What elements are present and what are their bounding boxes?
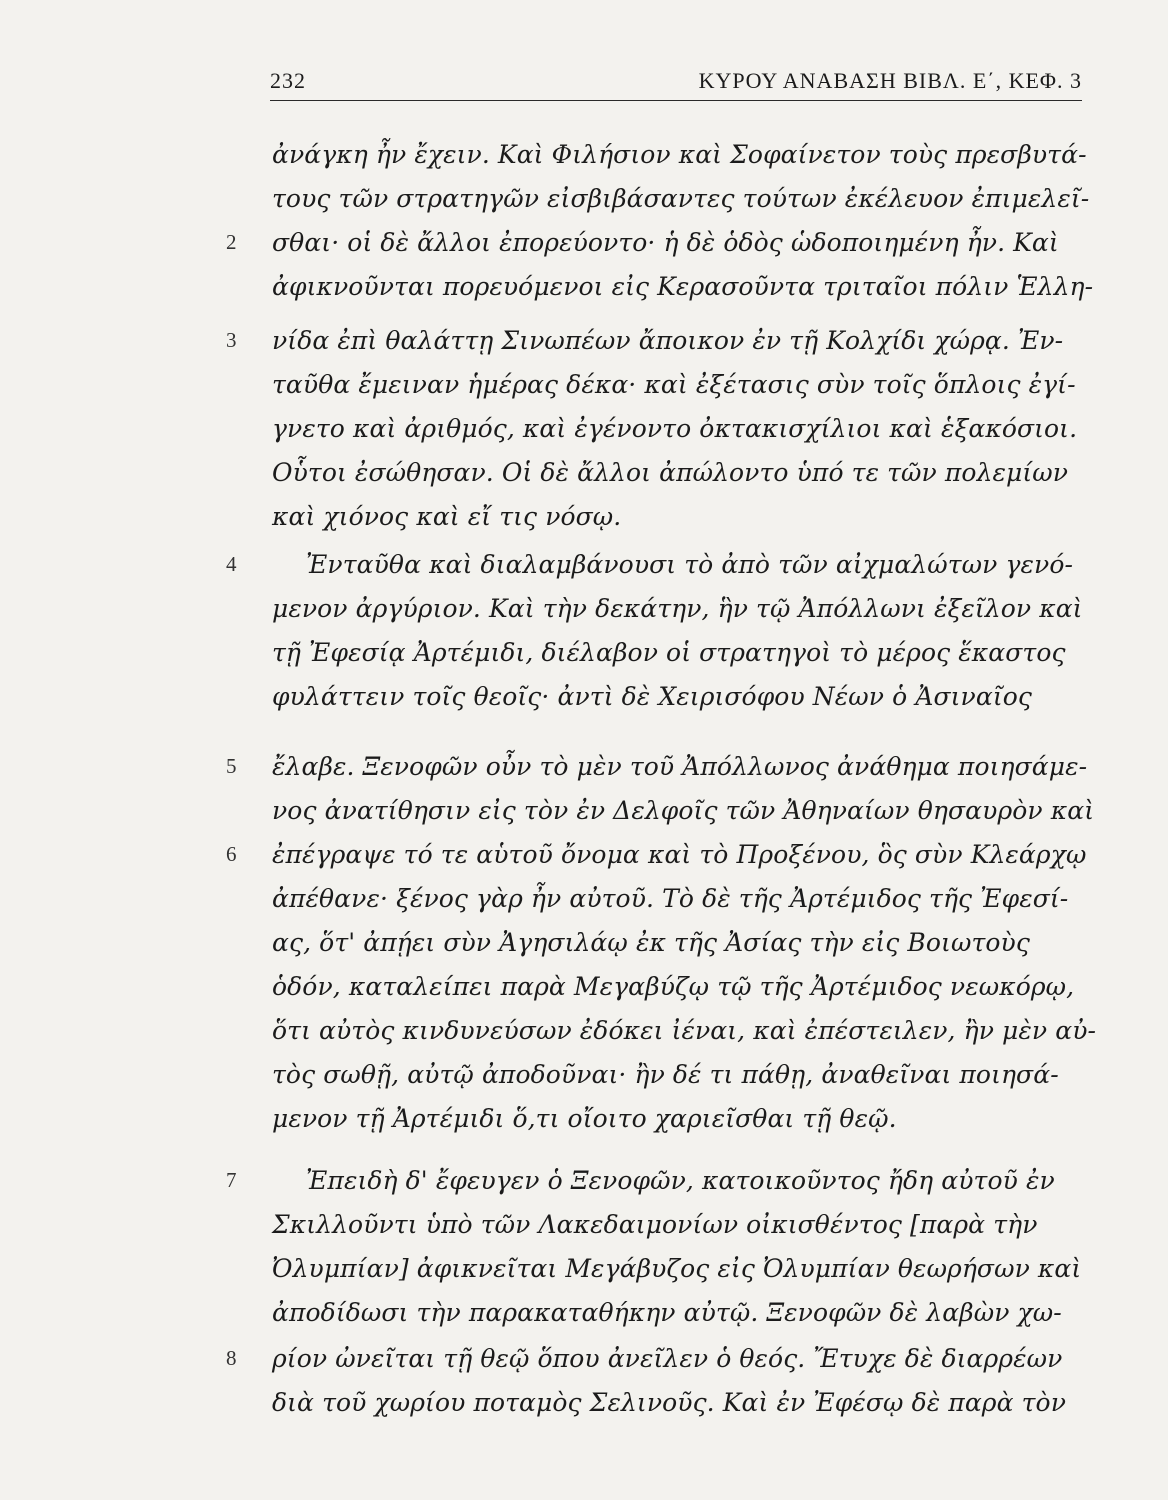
section-number: 2 — [226, 230, 237, 254]
section-number: 8 — [226, 1346, 237, 1370]
text-line: Οὗτοι ἐσώθησαν. Οἱ δὲ ἄλλοι ἀπώλοντο ὑπό τε τῶν πολεμίων — [272, 458, 1069, 487]
text-line: ταῦθα ἔμειναν ἡμέρας δέκα· καὶ ἐξέτασις σὺν τοῖς ὅπλοις ἐγί- — [272, 370, 1076, 399]
text-line: ἀνάγκη ἦν ἔχειν. Καὶ Φιλήσιον καὶ Σοφαίνετον τοὺς πρεσβυτά- — [272, 140, 1087, 169]
text-line: ὁδόν, καταλείπει παρὰ Μεγαβύζῳ τῷ τῆς Ἀρτέμιδος νεωκόρῳ, — [272, 972, 1075, 1001]
text-line: τὸς σωθῇ, αὐτῷ ἀποδοῦναι· ἢν δέ τι πάθῃ, ἀναθεῖναι ποιησά- — [272, 1060, 1059, 1089]
text-line: Ἐπειδὴ δ' ἔφευγεν ὁ Ξενοφῶν, κατοικοῦντος ἤδη αὐτοῦ ἐν — [306, 1166, 1055, 1195]
text-line: Ἐνταῦθα καὶ διαλαμβάνουσι τὸ ἀπὸ τῶν αἰχμαλώτων γενό- — [306, 550, 1074, 579]
text-line: ας, ὅτ' ἀπῄει σὺν Ἀγησιλάῳ ἐκ τῆς Ἀσίας τὴν εἰς Βοιωτοὺς — [272, 928, 1030, 957]
text-line: σθαι· οἱ δὲ ἄλλοι ἐπορεύοντο· ἡ δὲ ὁδὸς ὡδοποιημένη ἦν. Καὶ — [272, 228, 1059, 257]
section-number: 6 — [226, 842, 237, 866]
text-line: ἔλαβε. Ξενοφῶν οὖν τὸ μὲν τοῦ Ἀπόλλωνος ἀνάθημα ποιησάμε- — [272, 752, 1088, 781]
text-line: ἀφικνοῦνται πορευόμενοι εἰς Κερασοῦντα τριταῖοι πόλιν Ἑλλη- — [272, 272, 1094, 301]
text-line: ὅτι αὐτὸς κινδυνεύσων ἐδόκει ἰέναι, καὶ ἐπέστειλεν, ἢν μὲν αὐ- — [272, 1016, 1097, 1045]
section-number: 4 — [226, 552, 237, 576]
text-line: ἐπέγραψε τό τε αὑτοῦ ὄνομα καὶ τὸ Προξένου, ὃς σὺν Κλεάρχῳ — [272, 840, 1087, 869]
section-number: 3 — [226, 328, 237, 352]
text-line: γνετο καὶ ἀριθμός, καὶ ἐγένοντο ὀκτακισχίλιοι καὶ ἑξακόσιοι. — [272, 414, 1078, 443]
text-line: τους τῶν στρατηγῶν εἰσβιβάσαντες τούτων ἐκέλευον ἐπιμελεῖ- — [272, 184, 1090, 213]
text-line: ρίον ὠνεῖται τῇ θεῷ ὅπου ἀνεῖλεν ὁ θεός. Ἔτυχε δὲ διαρρέων — [272, 1344, 1063, 1373]
section-number: 5 — [226, 754, 237, 778]
text-line: μενον τῇ Ἀρτέμιδι ὅ,τι οἴοιτο χαριεῖσθαι τῇ θεῷ. — [272, 1104, 897, 1133]
text-line: ἀπέθανε· ξένος γὰρ ἦν αὐτοῦ. Τὸ δὲ τῆς Ἀρτέμιδος τῆς Ἐφεσί- — [272, 884, 1069, 913]
page-number: 232 — [270, 68, 306, 93]
page-header — [270, 68, 1082, 108]
section-number: 7 — [226, 1168, 237, 1192]
text-line: τῇ Ἐφεσίᾳ Ἀρτέμιδι, διέλαβον οἱ στρατηγοὶ τὸ μέρος ἕκαστος — [272, 638, 1066, 667]
text-line: φυλάττειν τοῖς θεοῖς· ἀντὶ δὲ Χειρισόφου Νέων ὁ Ἀσιναῖος — [272, 682, 1032, 711]
text-line: Ὀλυμπίαν] ἀφικνεῖται Μεγάβυζος εἰς Ὀλυμπίαν θεωρήσων καὶ — [272, 1254, 1082, 1283]
text-line: νίδα ἐπὶ θαλάττῃ Σινωπέων ἄποικον ἐν τῇ Κολχίδι χώρᾳ. Ἐν- — [272, 326, 1064, 355]
text-line: ἀποδίδωσι τὴν παρακαταθήκην αὐτῷ. Ξενοφῶν δὲ λαβὼν χω- — [272, 1298, 1062, 1327]
text-line: διὰ τοῦ χωρίου ποταμὸς Σελινοῦς. Καὶ ἐν Ἐφέσῳ δὲ παρὰ τὸν — [272, 1388, 1067, 1417]
header-rule — [270, 100, 1082, 101]
running-title: ΚΥΡΟΥ ΑΝΑΒΑΣΗ ΒΙΒΛ. Ε΄, ΚΕΦ. 3 — [698, 68, 1082, 93]
text-line: καὶ χιόνος καὶ εἴ τις νόσῳ. — [272, 502, 622, 531]
text-line: νος ἀνατίθησιν εἰς τὸν ἐν Δελφοῖς τῶν Ἀθηναίων θησαυρὸν καὶ — [272, 796, 1095, 825]
text-line: μενον ἀργύριον. Καὶ τὴν δεκάτην, ἣν τῷ Ἀπόλλωνι ἐξεῖλον καὶ — [272, 594, 1083, 623]
text-line: Σκιλλοῦντι ὑπὸ τῶν Λακεδαιμονίων οἰκισθέντος [παρὰ τὴν — [272, 1210, 1038, 1239]
